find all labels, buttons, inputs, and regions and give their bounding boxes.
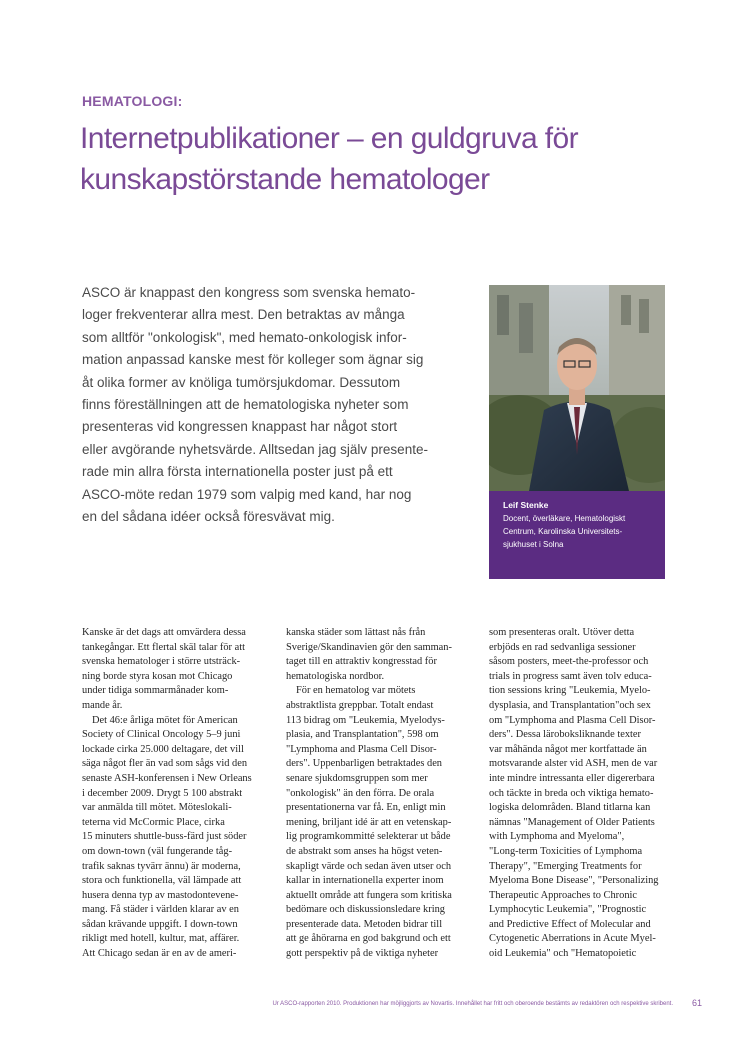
body-text-line: logiska delområden. Bland titlarna kan [489, 802, 651, 814]
body-text-line: rikligt med hotell, kultur, mat, affärer. [82, 933, 240, 945]
ingress-line: presenteras vid kongressen knappast har något stort [82, 419, 398, 435]
author-role-line: Centrum, Karolinska Universitets- [503, 527, 623, 536]
body-text-line: motsvarande alster vid ASH, men de var [489, 758, 658, 770]
body-text-line: plasia, and Transplantation", 598 om [286, 729, 439, 741]
body-text-line: Myeloma Bone Disease", "Personalizing [489, 875, 659, 887]
body-text-line: kanska städer som lättast nås från [286, 627, 426, 638]
ingress [82, 282, 454, 528]
body-text-line: ning borde styra kosan mot Chicago [82, 670, 233, 682]
body-text-line: skapligt värde och sedan även utser och [286, 860, 452, 872]
body-text-line: 113 bidrag om "Leukemia, Myelodys- [286, 714, 445, 726]
body-text-line: lig programkommitté selekterar ut både [286, 831, 451, 843]
body-text-line: om "Lymphoma and Plasma Cell Disor- [489, 714, 656, 726]
body-text-line: säga något fler än vad som sågs vid den [82, 758, 248, 770]
ingress-line: ASCO är knappast den kongress som svenska hemato- [82, 285, 416, 300]
body-text-line: gott perspektiv på de viktiga nyheter [286, 948, 439, 960]
body-text-line: Sverige/Skandinavien gör den samman- [286, 641, 452, 653]
body-text-line: presentationerna var få. En, enligt min [286, 802, 446, 814]
page-number: 61 [692, 998, 703, 1008]
body-text-line: stora och funktionella, väl lämpade att [82, 875, 242, 887]
body-text-line: and Predictive Effect of Molecular and [489, 918, 651, 930]
body-text-line: Cytogenetic Aberrations in Acute Myel- [489, 933, 656, 945]
body-text-line: trials in progress samt även tolv educa- [489, 670, 652, 682]
body-text-line: ders". Uppenbarligen betraktades den [286, 758, 443, 770]
body-text-line: mening, briljant idé är att en vetenskap- [286, 816, 452, 828]
body-text-line: Att Chicago sedan är en av de ameri- [82, 948, 237, 960]
body-column-1 [82, 626, 272, 962]
body-text-line: svenska hematologer i större utsträck- [82, 656, 241, 668]
body-text-line: tion sessions kring "Leukemia, Myelo- [489, 685, 651, 697]
body-text-line: teterna vid McCormic Place, cirka [82, 816, 225, 828]
body-text-line: nämnas "Management of Older Patients [489, 816, 655, 828]
body-text-line: under tidiga sommarmånader kom- [82, 685, 229, 697]
body-text-line: var måhända något mer kortfattade än [489, 743, 647, 755]
body-text-line: Det 46:e årliga mötet för American [92, 714, 238, 726]
author-name: Leif Stenke [503, 500, 549, 510]
body-text-line: 15 minuters shuttle-buss-färd just söder [82, 831, 247, 843]
body-text-line: mande år. [82, 699, 123, 711]
body-text-line: i december 2009. Drygt 5 100 abstrakt [82, 787, 243, 799]
body-text-line: Therapy", "Emerging Treatments for [489, 860, 642, 872]
body-text-line: Kanske är det dags att omvärdera dessa [82, 627, 246, 638]
ingress-line: finns föreställningen att de hematologiska nyheter som [82, 397, 409, 413]
body-text-line: Society of Clinical Oncology 5–9 juni [82, 729, 241, 741]
body-text-line: dysplasia, and Transplantation"och sex [489, 699, 651, 711]
body-text-line: Lymphocytic Leukemia", "Prognostic [489, 904, 647, 916]
body-text-line: tankegångar. Ett flertal skäl talar för att [82, 641, 246, 653]
body-column-3 [489, 626, 679, 962]
ingress-line: en del sådana idéer också föresvävat mig. [82, 509, 335, 525]
body-text-line: oid Leukemia" och "Hematopoietic [489, 948, 637, 960]
author-role-line: sjukhuset i Solna [503, 540, 564, 549]
author-role-line: Docent, överläkare, Hematologiskt [503, 514, 626, 523]
body-text-line: abstraktlista greppbar. Totalt endast [286, 699, 434, 711]
body-text-line: with Lymphoma and Myeloma", [489, 831, 625, 843]
body-text-line: För en hematolog var mötets [296, 685, 416, 697]
author-photo [489, 285, 665, 491]
body-text-line: såsom posters, meet-the-professor och [489, 656, 649, 668]
author-caption [489, 491, 665, 579]
body-text-line: Therapeutic Approaches to Chronic [489, 889, 638, 901]
body-text-line: senare sjukdomsgruppen som mer [286, 772, 428, 784]
title-line: kunskapstörstande hematologer [80, 163, 490, 196]
ingress-line: mation anpassad kanske mest för kolleger som ägnar sig [82, 352, 424, 368]
body-text-line: trafik saknas tyvärr ännu) är moderna, [82, 860, 241, 872]
body-column-2 [286, 626, 476, 962]
ingress-line: loger frekventerar allra mest. Den betraktas av många [82, 307, 405, 323]
body-text-line: bedömare och diskussionsledare kring [286, 904, 445, 916]
body-text-line: "Long-term Toxicities of Lymphoma [489, 845, 643, 857]
body-text-line: hematologiska nordbor. [286, 670, 385, 682]
ingress-line: eller avgörande nyhetsvärde. Alltsedan jag själv presente- [82, 441, 428, 457]
body-text-line: "Lymphoma and Plasma Cell Disor- [286, 743, 437, 755]
body-text-line: de abstrakt som anses ha högst veten- [286, 845, 443, 857]
body-text-line: "onkologisk" än den förra. De orala [286, 787, 435, 799]
ingress-line: som alltför "onkologisk", med hemato-onkologisk infor- [82, 329, 407, 345]
title-line: Internetpublikationer – en guldgruva för [80, 122, 579, 155]
body-text-line: husera denna typ av mastodontevene- [82, 889, 239, 901]
body-text-line: var anmälda till mötet. Möteslokali- [82, 802, 232, 814]
body-text-line: inte mindre intressanta eller digererbara [489, 772, 655, 784]
page-title [80, 118, 680, 200]
body-text-line: som presenteras oralt. Utöver detta [489, 627, 635, 638]
body-text-line: om down-town (väl fungerande tåg- [82, 845, 233, 857]
body-text-line: taget till en attraktiv kongresstad för [286, 656, 437, 668]
footer-note: Ur ASCO-rapporten 2010. Produktionen har möjliggjorts av Novartis. Innehållet har fritt och oberoende bestämts av redaktören och respektive skribent. [272, 1001, 673, 1007]
body-text-line: ders". Dessa läroboksliknande texter [489, 729, 641, 741]
body-text-line: kallar in internationella experter inom [286, 875, 444, 887]
body-text-line: presenterade data. Metoden bidrar till [286, 918, 443, 930]
ingress-line: rade min allra första internationella poster just på ett [82, 464, 393, 480]
body-text-line: och täckte in breda och viktiga hemato- [489, 787, 654, 799]
body-text-line: lockade cirka 25.000 deltagare, det vill [82, 743, 244, 755]
portrait-photo-icon [489, 285, 665, 491]
body-text-line: att ge åhörarna en god bakgrund och ett [286, 933, 451, 945]
ingress-line: ASCO-möte redan 1979 som valpig med kand, har nog [82, 486, 412, 502]
ingress-line: åt olika former av knöliga tumörsjukdomar. Dessutom [82, 374, 401, 390]
body-text-line: mang. Få städer i världen klarar av en [82, 904, 239, 916]
body-text-line: erbjöds en rad sedvanliga sessioner [489, 641, 636, 653]
body-text-line: senaste ASH-konferensen i New Orleans [82, 772, 252, 784]
kicker: HEMATOLOGI: [82, 93, 183, 109]
body-text-line: sådan krävande uppgift. I down-town [82, 918, 238, 930]
body-text-line: aktuellt område att fungera som kritiska [286, 889, 452, 901]
